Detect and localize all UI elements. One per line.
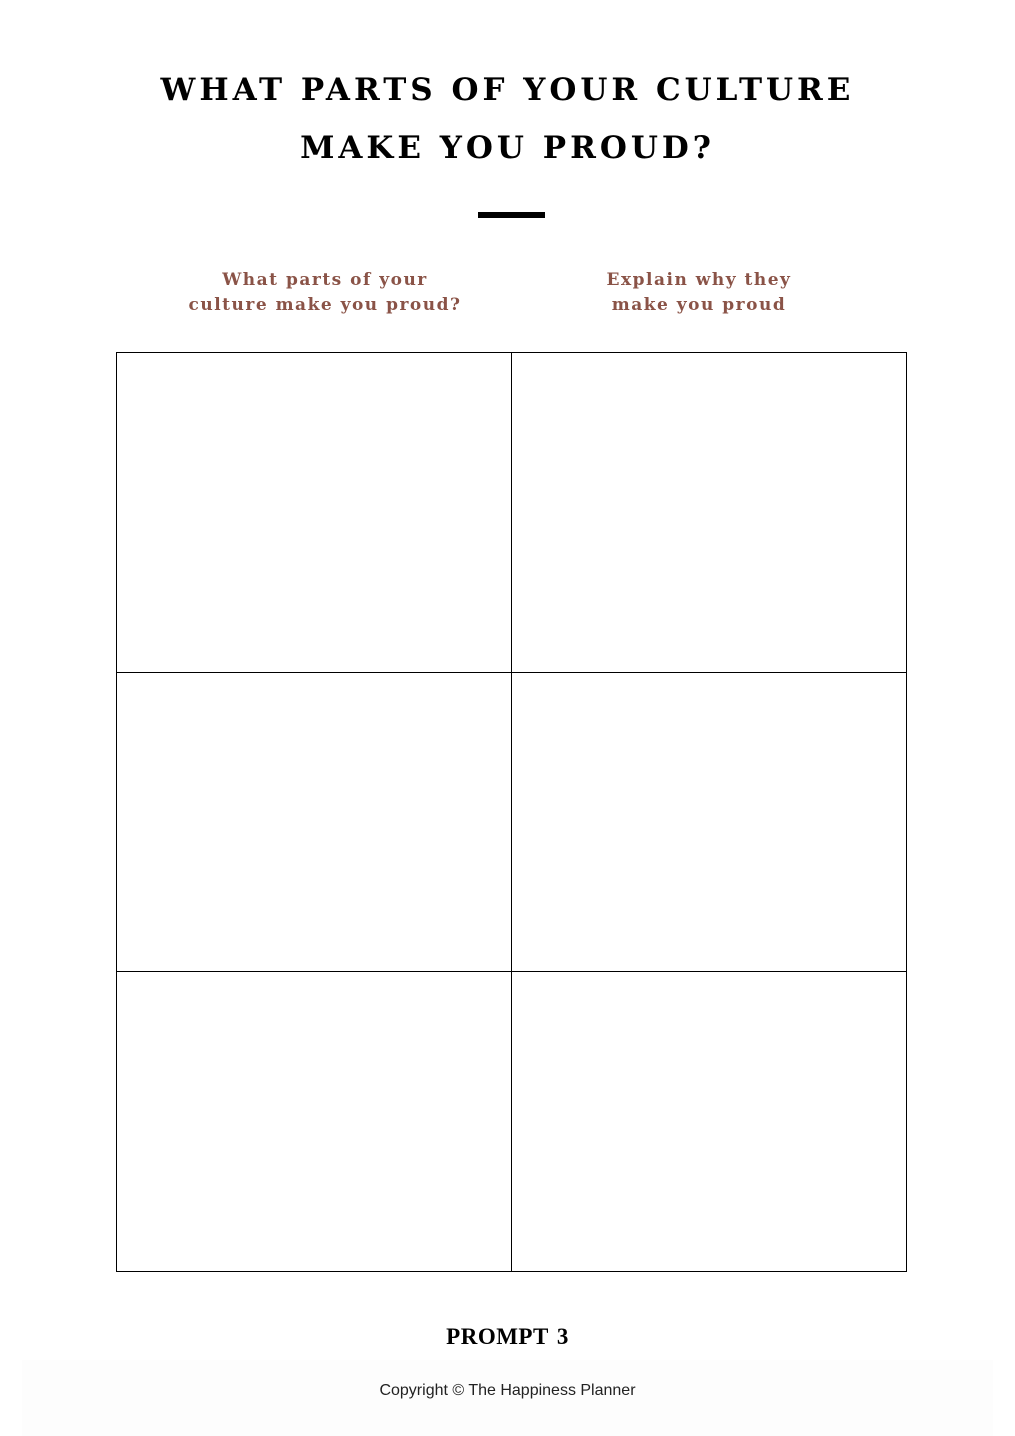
copyright-notice: Copyright © The Happiness Planner — [379, 1382, 636, 1399]
column-header-explain-line-1: Explain why they — [606, 270, 792, 290]
writing-cell-row2-parts[interactable] — [117, 673, 511, 971]
writing-cell-row1-explain[interactable] — [512, 353, 906, 672]
page-title-line-1: WHAT PARTS OF YOUR CULTURE — [160, 72, 855, 108]
page-title-line-2: MAKE YOU PROUD? — [300, 130, 715, 166]
column-header-parts-line-2: culture make you proud? — [188, 295, 462, 315]
title-divider — [478, 212, 545, 218]
column-header-parts — [160, 268, 490, 318]
writing-grid — [116, 352, 907, 1272]
writing-cell-row2-explain[interactable] — [512, 673, 906, 971]
column-header-explain-line-2: make you proud — [611, 295, 787, 315]
prompt-label — [0, 1324, 1015, 1350]
column-header-parts-line-1: What parts of your — [222, 270, 428, 290]
grid-row-divider — [117, 971, 906, 972]
prompt-text: PROMPT — [446, 1324, 549, 1349]
writing-cell-row1-parts[interactable] — [117, 353, 511, 672]
grid-column-divider — [511, 353, 512, 1271]
prompt-number: 3 — [556, 1324, 569, 1349]
grid-row-divider — [117, 672, 906, 673]
column-header-explain — [540, 268, 858, 318]
writing-cell-row3-explain[interactable] — [512, 972, 906, 1271]
writing-cell-row3-parts[interactable] — [117, 972, 511, 1271]
